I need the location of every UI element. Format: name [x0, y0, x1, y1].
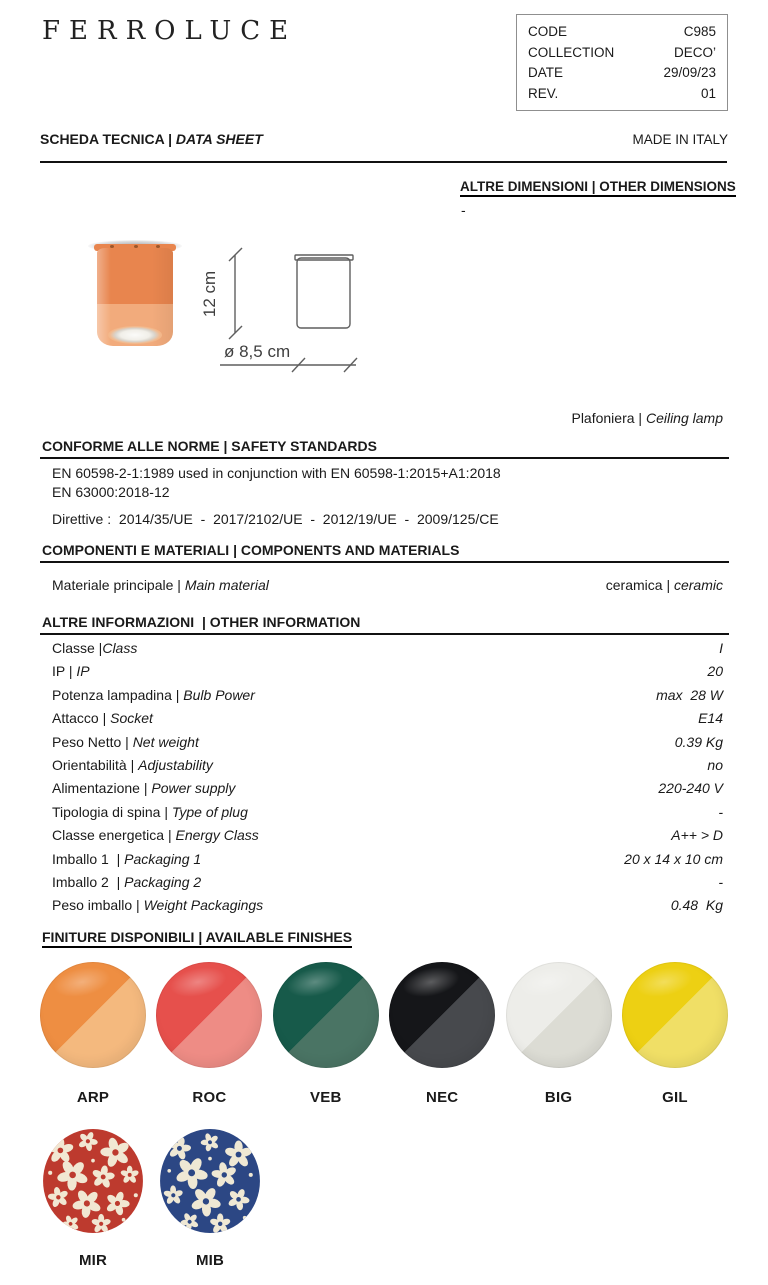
- header-divider: [40, 161, 727, 163]
- row-label: [52, 804, 248, 820]
- row-label: [52, 663, 90, 679]
- finish-color-circle: [40, 962, 146, 1068]
- table-row: [52, 804, 723, 827]
- product-photo: [92, 238, 178, 350]
- finish-code: GIL: [662, 1089, 688, 1106]
- row-label: [52, 757, 213, 773]
- row-value: 220-240 V: [658, 780, 723, 797]
- row-label-it: Peso imballo |: [52, 897, 144, 914]
- finish-pattern-circle: [42, 1128, 144, 1234]
- finish-code: MIB: [195, 1252, 225, 1269]
- finish-code: MIR: [78, 1252, 108, 1269]
- info-box-row: [528, 84, 716, 105]
- finish-code: ROC: [192, 1089, 227, 1106]
- product-type-caption: [420, 410, 723, 426]
- lamp-outline-body: [297, 258, 350, 328]
- material-row: [52, 577, 723, 593]
- row-value: -: [718, 873, 723, 890]
- info-value: DECO’: [673, 44, 716, 60]
- row-label: [52, 827, 259, 843]
- row-label-it: Classe |: [52, 640, 103, 656]
- row-label-it: Classe energetica |: [52, 827, 176, 844]
- row-label: [52, 710, 153, 726]
- finish-swatch-roc: [156, 962, 262, 1106]
- diameter-dimension-label: ø 8,5 cm: [224, 342, 291, 361]
- made-in-italy-label: MADE IN ITALY: [632, 132, 728, 147]
- row-label-it: Orientabilità |: [52, 756, 139, 773]
- info-label: CODE: [528, 24, 568, 39]
- row-value: I: [719, 640, 723, 656]
- sheet-title-en: DATA SHEET: [175, 131, 263, 147]
- row-label-it: Imballo 2 |: [52, 873, 125, 890]
- finish-color-circle: [506, 962, 612, 1068]
- material-value-en: ceramic: [673, 577, 723, 593]
- row-label-en: Energy Class: [175, 827, 259, 844]
- info-label: DATE: [528, 65, 564, 80]
- finish-swatch-mir: [40, 1128, 146, 1269]
- sheet-title: [40, 131, 263, 147]
- lamp-lens: [108, 326, 162, 344]
- info-label: REV.: [528, 85, 559, 101]
- finish-pattern-circle: [159, 1128, 261, 1234]
- row-value: 0.48 Kg: [670, 897, 723, 914]
- row-label-en: Net weight: [132, 733, 199, 750]
- row-value: max 28 W: [656, 686, 723, 703]
- material-label-it: Materiale principale |: [52, 577, 185, 593]
- finish-swatch-nec: [389, 962, 495, 1106]
- materials-heading: COMPONENTI E MATERIALI | COMPONENTS AND MATERIALS: [40, 542, 729, 563]
- table-row: [52, 874, 723, 897]
- finish-swatch-veb: [273, 962, 379, 1106]
- safety-standards-heading: CONFORME ALLE NORME | SAFETY STANDARDS: [40, 438, 729, 459]
- finish-code: ARP: [76, 1089, 110, 1106]
- info-box-row: [528, 22, 716, 43]
- row-label-it: Tipologia di spina |: [52, 803, 172, 820]
- row-label-en: Power supply: [151, 780, 236, 797]
- info-value: 01: [700, 85, 716, 101]
- standard-line: EN 60598-2-1:1989 used in conjunction with EN 60598-1:2015+A1:2018: [52, 465, 501, 481]
- row-label: [52, 780, 235, 796]
- table-row: [52, 827, 723, 850]
- row-label-it: Imballo 1 |: [52, 850, 125, 867]
- sheet-title-row: [40, 131, 728, 147]
- table-row: [52, 710, 723, 733]
- directives-line: Direttive : 2014/35/UE - 2017/2102/UE - 2012/19/UE - 2009/125/CE: [52, 511, 499, 527]
- row-label-it: Peso Netto |: [52, 733, 133, 750]
- finish-swatch-big: [506, 962, 612, 1106]
- document-info-box: [516, 14, 728, 111]
- table-row: [52, 734, 723, 757]
- finish-code: NEC: [426, 1089, 459, 1106]
- finish-code: BIG: [544, 1089, 573, 1106]
- material-value-it: ceramica |: [605, 577, 674, 593]
- product-type-it: Plafoniera |: [571, 410, 646, 426]
- finishes-heading: FINITURE DISPONIBILI | AVAILABLE FINISHES: [42, 929, 352, 948]
- table-row: [52, 851, 723, 874]
- finishes-row-1: [40, 962, 728, 1106]
- row-value: A++ > D: [671, 827, 723, 844]
- info-box-row: [528, 63, 716, 84]
- table-row: [52, 780, 723, 803]
- brand-logo: FERROLUCE: [42, 16, 298, 46]
- table-row: [52, 687, 723, 710]
- row-label: [52, 640, 137, 656]
- finish-color-circle: [389, 962, 495, 1068]
- table-row: [52, 663, 723, 686]
- row-label-en: Socket: [110, 710, 153, 727]
- row-label: [52, 851, 201, 867]
- table-row: [52, 897, 723, 920]
- row-label-en: Type of plug: [171, 803, 248, 820]
- row-value: no: [707, 756, 723, 773]
- standard-line: EN 63000:2018-12: [52, 483, 170, 500]
- finish-color-circle: [156, 962, 262, 1068]
- row-label: [52, 734, 199, 750]
- material-value: [606, 577, 723, 593]
- other-dimensions-heading: ALTRE DIMENSIONI | OTHER DIMENSIONS: [460, 179, 736, 197]
- sheet-title-it: SCHEDA TECNICA |: [40, 131, 176, 147]
- info-label: COLLECTION: [528, 44, 615, 60]
- dimension-drawing: [198, 243, 370, 381]
- finishes-row-2: [40, 1128, 728, 1269]
- row-label: [52, 897, 263, 913]
- row-label-en: Packaging 1: [124, 850, 202, 867]
- row-label-en: Bulb Power: [183, 686, 255, 703]
- table-row: [52, 757, 723, 780]
- row-label-en: Class: [102, 640, 138, 656]
- other-information-table: [52, 640, 723, 921]
- height-dimension-label: 12 cm: [200, 270, 219, 318]
- row-label-it: Attacco |: [52, 710, 111, 727]
- finish-swatch-arp: [40, 962, 146, 1106]
- info-box-row: [528, 43, 716, 64]
- finish-swatch-gil: [622, 962, 728, 1106]
- row-value: -: [718, 803, 723, 820]
- finish-swatch-mib: [157, 1128, 263, 1269]
- finish-color-circle: [273, 962, 379, 1068]
- row-label-en: Packaging 2: [124, 873, 202, 890]
- row-label-en: Weight Packagings: [143, 897, 264, 914]
- row-label-it: Alimentazione |: [52, 780, 152, 797]
- finish-color-circle: [622, 962, 728, 1068]
- safety-standards-lines: [52, 464, 501, 501]
- material-label-en: Main material: [184, 577, 269, 593]
- row-label-en: IP: [76, 663, 90, 680]
- table-row: [52, 640, 723, 663]
- other-information-heading: ALTRE INFORMAZIONI | OTHER INFORMATION: [40, 614, 729, 635]
- material-label: [52, 577, 269, 593]
- finish-code: VEB: [310, 1089, 342, 1106]
- row-value: 20 x 14 x 10 cm: [624, 850, 723, 867]
- row-label-en: Adjustability: [138, 756, 213, 773]
- row-label: [52, 874, 201, 890]
- row-value: E14: [698, 710, 723, 727]
- row-label: [52, 687, 255, 703]
- other-dimensions-value: -: [461, 202, 466, 218]
- row-label-it: Potenza lampadina |: [52, 686, 184, 703]
- info-value: 29/09/23: [663, 65, 716, 80]
- info-value: C985: [683, 24, 716, 39]
- product-type-en: Ceiling lamp: [645, 410, 723, 426]
- row-value: 20: [707, 663, 723, 680]
- row-value: 0.39 Kg: [674, 733, 723, 750]
- row-label-it: IP |: [52, 663, 77, 680]
